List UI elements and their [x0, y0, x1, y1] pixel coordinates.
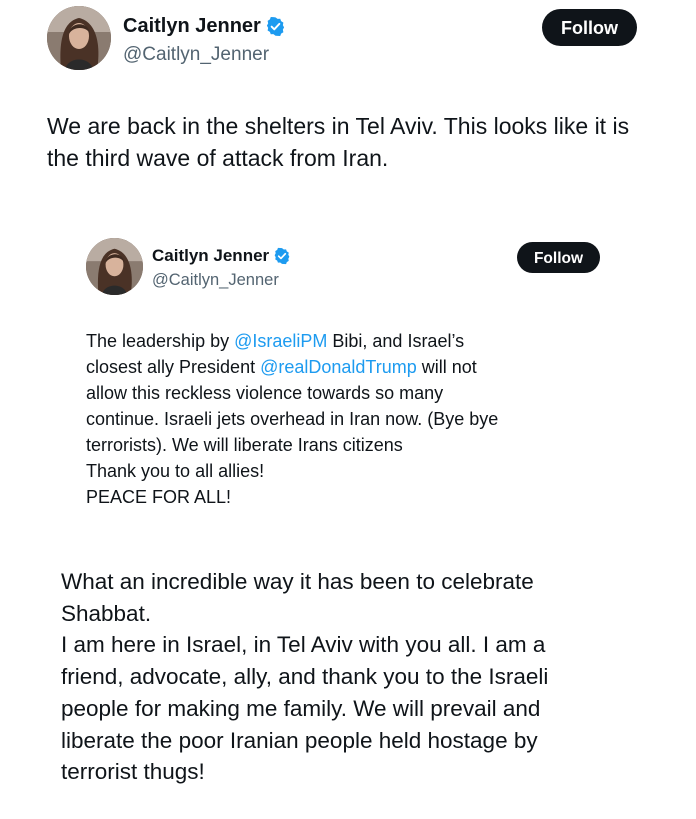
quoted-text-line: allow this reckless violence towards so many	[86, 383, 444, 403]
outer-author-name-text[interactable]: Caitlyn Jenner	[123, 15, 261, 37]
quoted-author-handle[interactable]: @Caitlyn_Jenner	[152, 271, 279, 289]
outer-follow-button[interactable]: Follow	[542, 9, 637, 46]
quoted-text-line: continue. Israeli jets overhead in Iran now. (Bye bye	[86, 409, 499, 429]
quoted-text-line: Thank you to all allies!	[86, 461, 265, 481]
quoted-tweet-header	[86, 238, 616, 298]
bottom-post-text	[61, 566, 661, 788]
outer-tweet-text: We are back in the shelters in Tel Aviv. This looks like it is the third wave of attack from Iran.	[47, 113, 630, 171]
bottom-text-line: Shabbat.	[61, 600, 152, 626]
quoted-author-avatar[interactable]	[86, 238, 143, 295]
outer-author-name[interactable]	[123, 14, 286, 38]
mention-israelipm-link[interactable]: @IsraeliPM	[234, 331, 328, 351]
verified-badge-icon	[265, 16, 286, 37]
quoted-follow-button[interactable]: Follow	[517, 242, 600, 273]
bottom-text-line: terrorist thugs!	[61, 759, 205, 785]
quoted-tweet-text	[86, 328, 606, 510]
quoted-author-name-text[interactable]: Caitlyn Jenner	[152, 246, 270, 265]
outer-author-avatar[interactable]	[47, 6, 111, 70]
quoted-text-line: The leadership by @IsraeliPM Bibi, and Israel’s	[86, 331, 465, 351]
bottom-text-line: What an incredible way it has been to celebrate	[61, 569, 534, 594]
bottom-text-line: liberate the poor Iranian people held hostage by	[61, 727, 538, 753]
bottom-text-line: I am here in Israel, in Tel Aviv with you all. I am a	[61, 632, 546, 658]
outer-tweet-header	[47, 6, 647, 72]
quoted-text-line: terrorists). We will liberate Irans citizens	[86, 435, 403, 455]
quoted-author-name[interactable]	[152, 245, 291, 266]
mention-realdonaldtrump-link[interactable]: @realDonaldTrump	[260, 357, 417, 377]
bottom-text-line: friend, advocate, ally, and thank you to the Israeli	[61, 664, 549, 690]
bottom-text-line: people for making me family. We will prevail and	[61, 695, 541, 721]
outer-author-handle[interactable]: @Caitlyn_Jenner	[123, 44, 270, 65]
quoted-text-line: closest ally President @realDonaldTrump will not	[86, 357, 477, 377]
quoted-text-line: PEACE FOR ALL!	[86, 487, 232, 507]
verified-badge-icon	[273, 247, 291, 265]
